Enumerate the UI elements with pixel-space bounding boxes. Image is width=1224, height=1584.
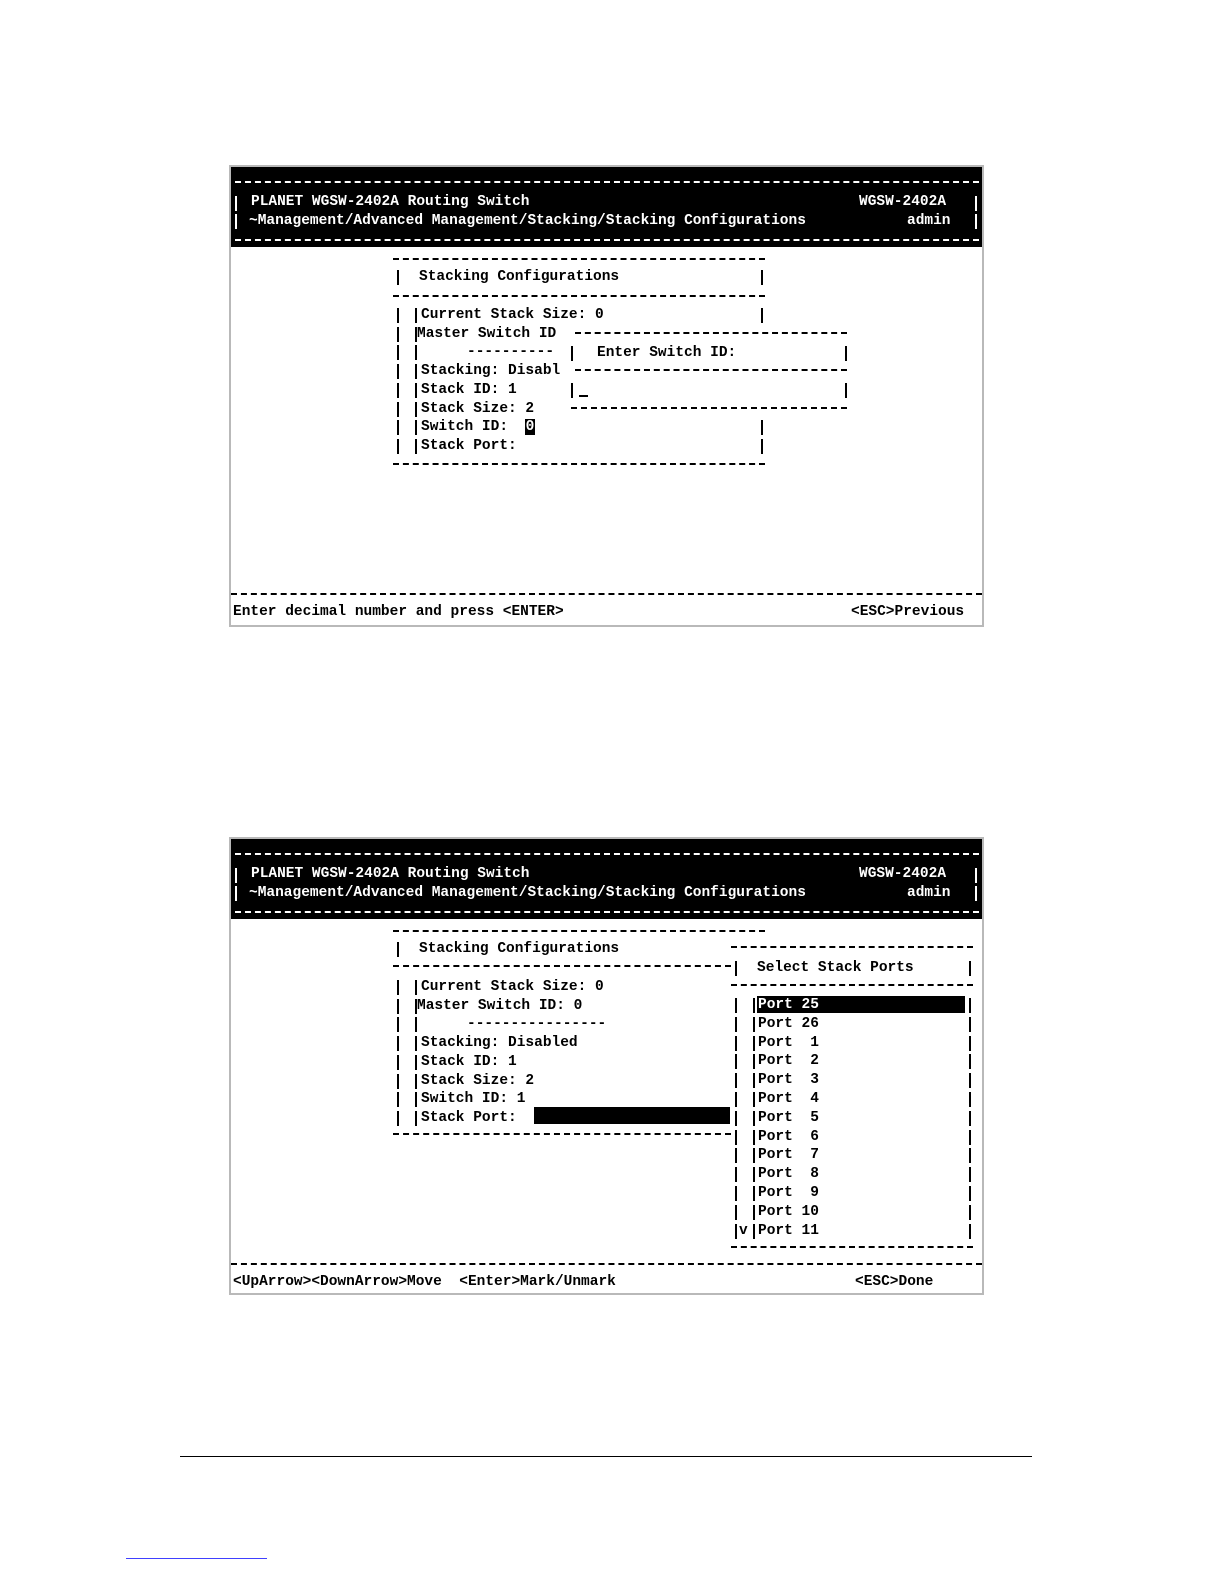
esc-previous-hint[interactable]: <ESC>Previous xyxy=(851,604,965,620)
port-list-item[interactable] xyxy=(731,996,973,1014)
port-list-item[interactable] xyxy=(731,1203,973,1221)
breadcrumb: ~Management/Advanced Management/Stacking/Stacking Configurations xyxy=(249,213,806,229)
header-bottom-rule xyxy=(235,239,979,241)
port-label: Port 3 xyxy=(758,1072,819,1088)
header-bar xyxy=(231,839,982,919)
port-label: Port 9 xyxy=(758,1185,819,1201)
status-rule xyxy=(231,593,982,595)
stack-id: Stack ID: 1 xyxy=(421,382,517,398)
stack-port-label: Stack Port: xyxy=(421,1110,517,1126)
terminal-screen-switch-id xyxy=(229,165,984,627)
header-top-rule xyxy=(235,181,979,183)
switch-id-label: Switch ID: xyxy=(421,419,509,435)
master-id-placeholder: ---------- xyxy=(467,344,555,360)
port-label: Port 4 xyxy=(758,1091,819,1107)
breadcrumb: ~Management/Advanced Management/Stacking/Stacking Configurations xyxy=(249,885,806,901)
header-bar xyxy=(231,167,982,247)
port-list-item[interactable] xyxy=(731,1071,973,1089)
stack-port-field[interactable] xyxy=(534,1107,730,1124)
port-label: Port 8 xyxy=(758,1166,819,1182)
port-list-item[interactable] xyxy=(731,1090,973,1108)
stacking-status: Stacking: Disabled xyxy=(421,1035,578,1051)
dialog-prompt: Enter Switch ID: xyxy=(597,345,737,361)
esc-done-hint[interactable]: <ESC>Done xyxy=(855,1274,934,1290)
port-list-item[interactable] xyxy=(731,1184,973,1202)
stack-port-label: Stack Port: xyxy=(421,438,517,454)
status-hint: <UpArrow><DownArrow>Move <Enter>Mark/Unmark xyxy=(233,1274,616,1290)
panel-title: Stacking Configurations xyxy=(419,269,620,285)
master-switch-id: Master Switch ID: 0 xyxy=(417,998,583,1014)
model-name: WGSW-2402A xyxy=(859,866,947,882)
port-label: Port 26 xyxy=(758,1016,819,1032)
port-label: Port 7 xyxy=(758,1147,819,1163)
port-list-item[interactable] xyxy=(731,1034,973,1052)
stack-size: Stack Size: 2 xyxy=(421,1073,535,1089)
switch-id-field[interactable]: 0 xyxy=(525,419,535,435)
port-list-item[interactable] xyxy=(731,1165,973,1183)
status-hint: Enter decimal number and press <ENTER> xyxy=(233,604,564,620)
port-list-item[interactable] xyxy=(731,1015,973,1033)
dialog-input[interactable] xyxy=(579,395,588,397)
port-label: Port 11 xyxy=(758,1223,819,1239)
port-label: Port 25 xyxy=(758,997,819,1013)
port-list-item[interactable] xyxy=(731,1222,973,1240)
port-list-item[interactable] xyxy=(731,1128,973,1146)
status-rule xyxy=(231,1263,982,1265)
master-switch-id: Master Switch ID xyxy=(417,326,557,342)
current-stack-size: Current Stack Size: 0 xyxy=(421,307,604,323)
list-title: Select Stack Ports xyxy=(757,960,914,976)
port-list-item[interactable] xyxy=(731,1109,973,1127)
port-label: Port 10 xyxy=(758,1204,819,1220)
master-id-placeholder: ---------------- xyxy=(467,1016,607,1032)
page-link-underline xyxy=(126,1558,267,1559)
stack-id: Stack ID: 1 xyxy=(421,1054,517,1070)
switch-id: Switch ID: 1 xyxy=(421,1091,526,1107)
user-name: admin xyxy=(907,213,951,229)
model-name: WGSW-2402A xyxy=(859,194,947,210)
port-label: Port 1 xyxy=(758,1035,819,1051)
app-title: PLANET WGSW-2402A Routing Switch xyxy=(251,194,530,210)
scroll-down-indicator[interactable]: v xyxy=(739,1223,748,1239)
app-title: PLANET WGSW-2402A Routing Switch xyxy=(251,866,530,882)
port-label: Port 6 xyxy=(758,1129,819,1145)
stacking-status: Stacking: Disabl xyxy=(421,363,561,379)
page-footer-rule xyxy=(180,1456,1032,1457)
stack-size: Stack Size: 2 xyxy=(421,401,535,417)
user-name: admin xyxy=(907,885,951,901)
port-list-item[interactable] xyxy=(731,1052,973,1070)
port-label: Port 5 xyxy=(758,1110,819,1126)
port-list-item[interactable] xyxy=(731,1146,973,1164)
port-label: Port 2 xyxy=(758,1053,819,1069)
current-stack-size: Current Stack Size: 0 xyxy=(421,979,604,995)
panel-title: Stacking Configurations xyxy=(419,941,620,957)
terminal-screen-stack-ports xyxy=(229,837,984,1295)
